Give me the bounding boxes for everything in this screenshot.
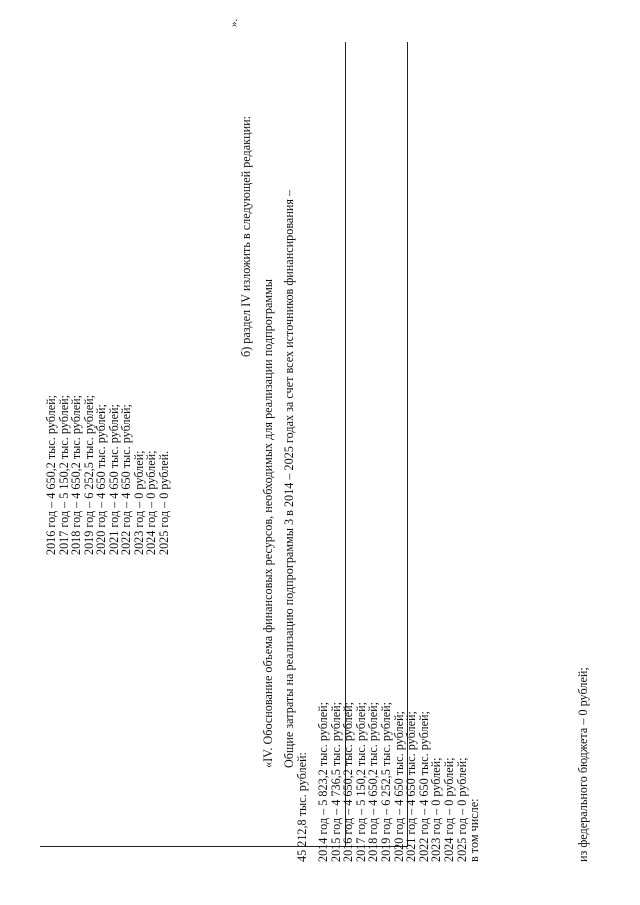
list-item: 2015 год – 4 736,5 тыс. рублей; (328, 701, 343, 862)
closing-quote: ». (228, 18, 240, 27)
table-row: 2022 год – 4 650 тыс. рублей; (119, 404, 133, 555)
total-cost-line: Общие затраты на реализацию подпрограммы 3 в 2014 – 2025 годах за счет всех источников финансирования – (282, 189, 296, 768)
list-item: 2022 год – 4 650 тыс. рублей; (416, 711, 431, 862)
list-item: 2023 год – 0 рублей; (429, 757, 444, 862)
list-item: 2025 год – 0 рублей; (454, 757, 469, 862)
list-item: 2016 год – 4 650,2 тыс. рублей; (341, 701, 356, 862)
list-item: 2020 год – 4 650 тыс. рублей; (391, 711, 406, 862)
table-cell-years (45, 395, 170, 555)
table-row: 2018 год – 4 650,2 тыс. рублей; (69, 394, 83, 555)
year-list (317, 702, 481, 862)
table-row: 2019 год – 6 252,5 тыс. рублей; (81, 394, 96, 555)
list-item: в том числе: (467, 798, 482, 862)
list-item: 2018 год – 4 650,2 тыс. рублей; (366, 701, 381, 862)
list-item: 2014 год – 5 823,2 тыс. рублей; (316, 701, 330, 862)
table-row: 2023 год – 0 рублей; (131, 450, 146, 555)
list-item: 2021 год – 4 650 тыс. рублей; (404, 711, 419, 862)
table-row: 2024 год – 0 рублей; (144, 450, 158, 555)
section-intro: б) раздел IV изложить в следующей редакции: (239, 115, 253, 357)
list-item: 2019 год – 6 252,5 тыс. рублей; (378, 701, 393, 862)
table-row: 2017 год – 5 150,2 тыс. рублей; (56, 394, 71, 555)
total-cost-sum: 45 212,8 тыс. рублей: (295, 752, 309, 862)
section-title: «IV. Обоснование объема финансовых ресурсов, необходимых для реализации подпрограммы (261, 279, 275, 768)
list-item: 2024 год – 0 рублей; (441, 757, 456, 862)
table-row: 2021 год – 4 650 тыс. рублей; (106, 404, 121, 555)
table-row: 2020 год – 4 650 тыс. рублей; (94, 404, 108, 555)
list-item: 2017 год – 5 150,2 тыс. рублей; (353, 701, 368, 862)
table-row: 2016 год – 4 650,2 тыс. рублей; (44, 394, 58, 555)
table-row: 2025 год – 0 рублей. (156, 450, 171, 555)
federal-budget-line: из федерального бюджета – 0 рублей; (576, 667, 590, 862)
